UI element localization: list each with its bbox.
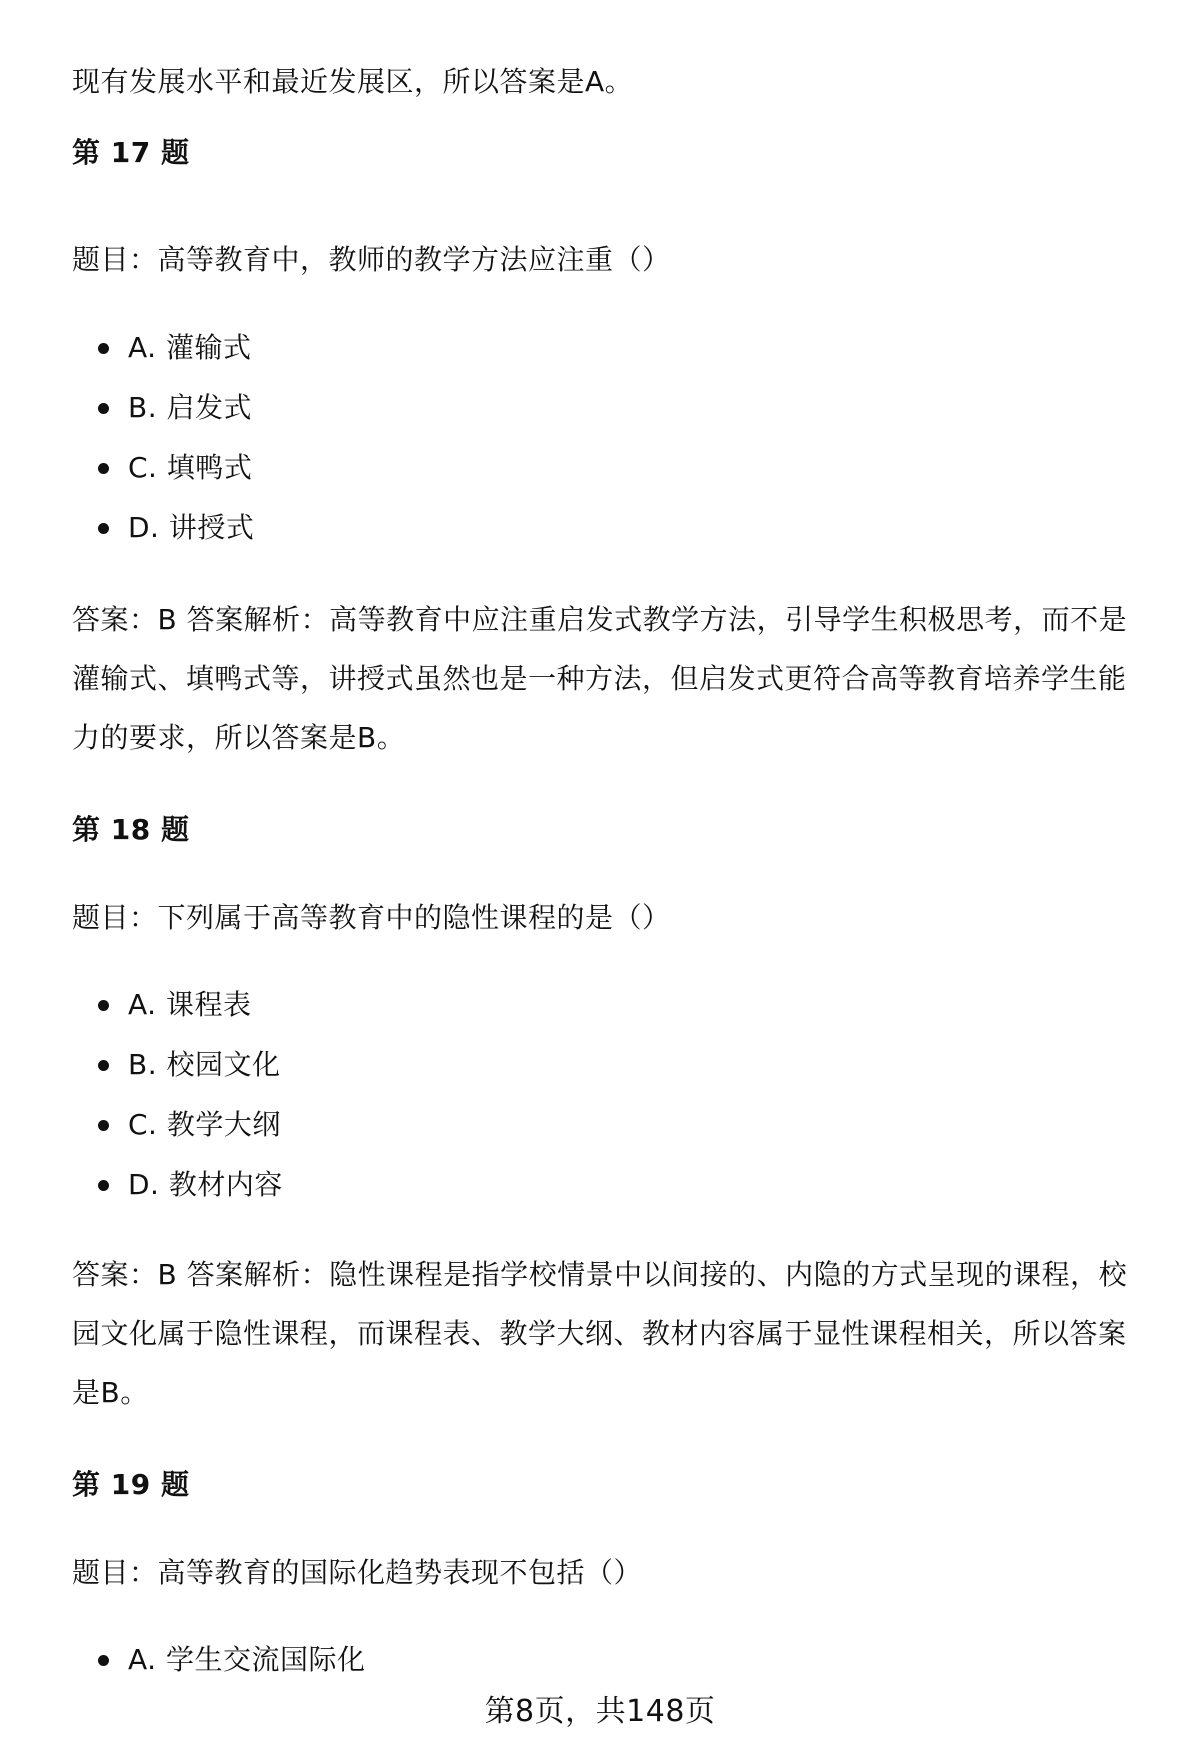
question-17-heading: 第 17 题 — [72, 136, 190, 169]
bullet-icon — [98, 1000, 109, 1011]
bullet-icon — [98, 523, 109, 534]
option-label: C. 填鸭式 — [128, 451, 253, 484]
option-label: B. 启发式 — [128, 391, 253, 424]
question-17-option-a — [98, 328, 251, 368]
option-label: A. 学生交流国际化 — [128, 1643, 366, 1676]
question-17-option-c — [98, 448, 252, 488]
option-label: A. 灌输式 — [128, 331, 252, 364]
question-17-option-d — [98, 508, 254, 548]
option-label: D. 讲授式 — [128, 511, 255, 544]
question-18-option-a — [98, 985, 251, 1025]
bullet-icon — [98, 463, 109, 474]
bullet-icon — [98, 1120, 109, 1131]
option-label: B. 校园文化 — [128, 1048, 281, 1081]
question-19-heading: 第 19 题 — [72, 1468, 190, 1501]
option-label: C. 教学大纲 — [128, 1108, 281, 1141]
bullet-icon — [98, 1655, 109, 1666]
question-19-text: 题目：高等教育的国际化趋势表现不包括（） — [72, 1556, 643, 1589]
question-17-text: 题目：高等教育中，教师的教学方法应注重（） — [72, 243, 671, 276]
intro-text: 现有发展水平和最近发展区，所以答案是A。 — [72, 65, 634, 98]
bullet-icon — [98, 1180, 109, 1191]
option-label: D. 教材内容 — [128, 1168, 283, 1201]
bullet-icon — [98, 343, 109, 354]
question-17-answer: 答案：B 答案解析：高等教育中应注重启发式教学方法，引导学生积极思考，而不是灌输式、填鸭式等，讲授式虽然也是一种方法，但启发式更符合高等教育培养学生能力的要求，所以答案是B。 — [72, 603, 1128, 754]
question-18-text: 题目：下列属于高等教育中的隐性课程的是（） — [72, 901, 671, 934]
bullet-icon — [98, 403, 109, 414]
bullet-icon — [98, 1060, 109, 1071]
question-17-option-b — [98, 388, 252, 428]
page-number: 第8页，共148页 — [484, 1694, 716, 1729]
question-18-option-c — [98, 1105, 281, 1145]
option-label: A. 课程表 — [128, 988, 252, 1021]
question-19-option-a — [98, 1640, 365, 1680]
question-18-answer: 答案：B 答案解析：隐性课程是指学校情景中以间接的、内隐的方式呈现的课程，校园文化属于隐性课程，而课程表、教学大纲、教材内容属于显性课程相关，所以答案是B。 — [72, 1258, 1128, 1409]
question-18-heading: 第 18 题 — [72, 813, 190, 846]
question-18-option-d — [98, 1165, 283, 1205]
question-18-option-b — [98, 1045, 281, 1085]
